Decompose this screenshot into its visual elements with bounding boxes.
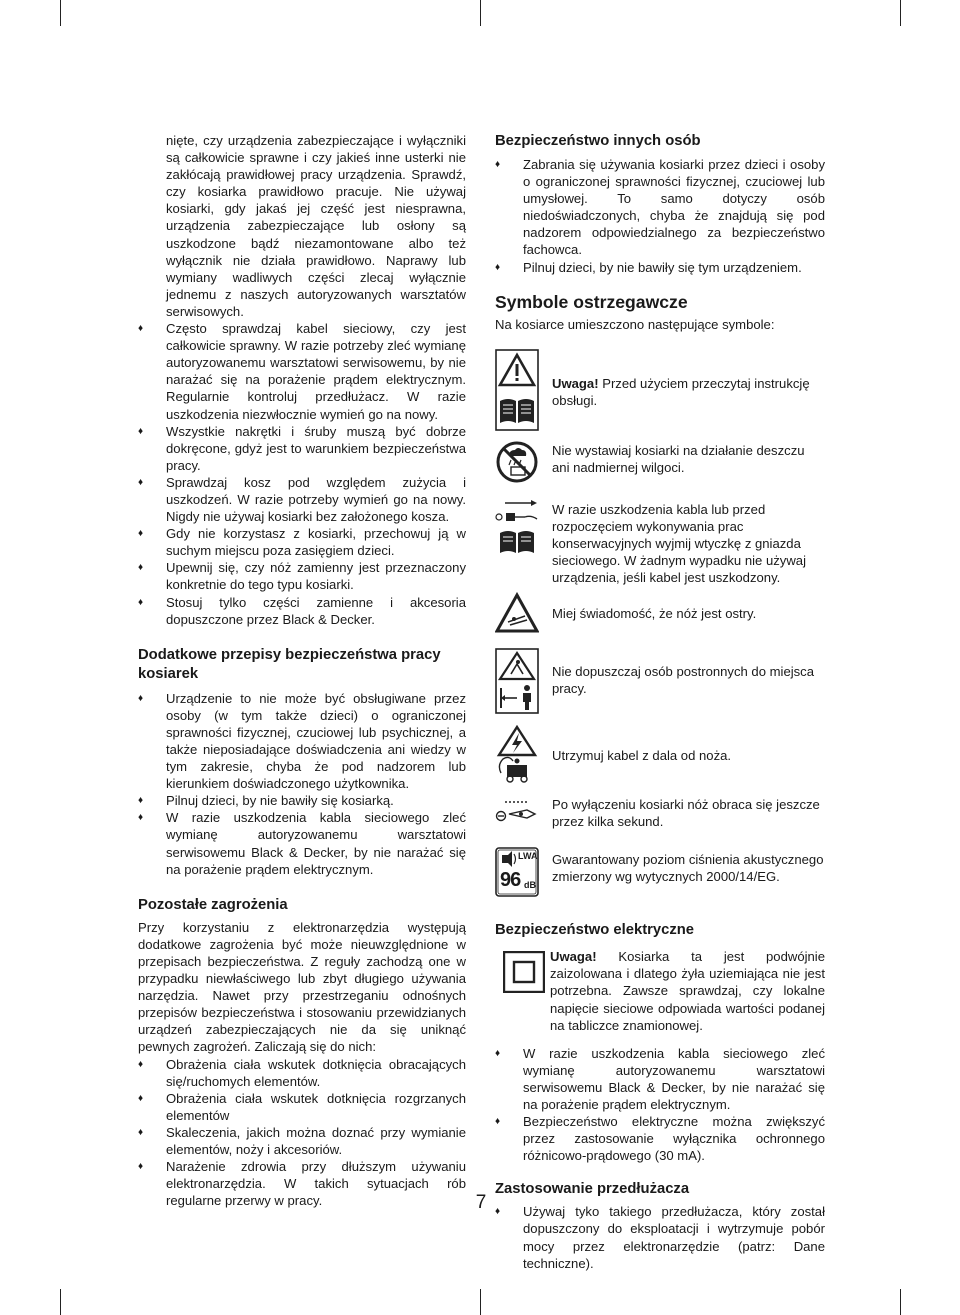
symbol-row-unplug: [495, 497, 825, 586]
crop-mark: [480, 1289, 481, 1315]
symbol-row-cable-away: [495, 725, 825, 790]
double-insulation-text: Uwaga! Kosiarka ta jest podwójnie zaizolowana i dlatego żyła uziemiająca nie jest potrzebna. Zawsze sprawdzaj, czy lokalne napięcie sieciowe odpowiada wartości podanej na tabliczce znamionowej.: [550, 949, 825, 1033]
symbol-text-read-manual: Uwaga! Przed użyciem przeczytaj instrukcję obsługi.: [552, 375, 810, 408]
list-item: ♦ Urządzenie to nie może być obsługiwane przez osoby (w tym także dzieci) o ograniczonej sprawności fizycznej, czuciowej lub psychicznej, a także nieposiadające doświadczenia ani wiedzy w tym zakresie, chyba że pod nadzorem lub kierunkiem doświadczonego użytkownika.: [138, 690, 466, 792]
electrical-safety-bullet-list: [495, 1045, 825, 1165]
residual-risks-paragraph: Przy korzystaniu z elektronarzędzia występują dodatkowe zagrożenia być może nieuwzględnione w przepisach bezpieczeństwa. Z reguły zachodzą one w przypadku niewłaściwego lub zbyt długiego używania narzędzia. Nawet przy przestrzeganiu odnośnych przepisów bezpieczeństwa i stosowaniu przewidzianych urządzeń zabezpieczających nie da się uniknąć pewnych zagrożeń. Zaliczają się do nich:: [138, 919, 466, 1055]
list-item: ♦ Stosuj tylko części zamienne i akcesoria dopuszczone przez Black & Decker.: [138, 594, 466, 627]
section-heading-residual-risks: Pozostałe zagrożenia: [138, 896, 288, 913]
diamond-bullet-icon: ♦: [138, 1092, 144, 1104]
list-item: ♦ Sprawdzaj kosz pod względem zużycia i uszkodzeń. W razie potrzeby wymień go na nowy. Nigdy nie używaj kosiarki bez założonego kosza.: [138, 474, 466, 525]
sharp-blade-icon: [495, 592, 539, 639]
no-rain-icon: [495, 440, 539, 489]
double-insulation-icon: [495, 948, 545, 998]
left-column: [138, 132, 466, 1209]
diamond-bullet-icon: ♦: [495, 1206, 501, 1218]
noise-level-badge: [495, 847, 539, 897]
list-item: ♦ Obrażenia ciała wskutek dotknięcia obracających się/ruchomych elementów.: [138, 1056, 466, 1089]
diamond-bullet-icon: ♦: [495, 1116, 501, 1128]
crop-mark: [60, 0, 61, 26]
lwa-unit: dB: [524, 880, 536, 891]
list-item: ♦ Bezpieczeństwo elektryczne można zwiększyć przez zastosowanie wyłącznika ochronnego różnicowo-prądowego (30 mA).: [495, 1114, 825, 1164]
section-heading-electrical-safety: Bezpieczeństwo elektryczne: [495, 922, 695, 939]
symbol-text-cable-away: Utrzymuj kabel z dala od noża.: [552, 748, 732, 764]
diamond-bullet-icon: ♦: [138, 425, 144, 437]
right-column: [495, 132, 825, 1272]
double-insulation-row: [495, 948, 825, 1033]
symbol-text-bystanders: Nie dopuszczaj osób postronnych do miejsca pracy.: [552, 664, 815, 697]
symbol-text-sharp-blade: Miej świadomość, że nóż jest ostry.: [552, 606, 757, 622]
cable-away-from-blade-icon: [495, 725, 539, 790]
diamond-bullet-icon: ♦: [495, 1047, 501, 1059]
crop-mark: [480, 0, 481, 26]
list-item: ♦ Wszystkie nakrętki i śruby muszą być dobrze dokręcone, gdyż jest to warunkiem bezpieczeństwa pracy.: [138, 423, 466, 473]
diamond-bullet-icon: ♦: [138, 596, 144, 608]
diamond-bullet-icon: ♦: [138, 812, 144, 824]
list-item: ♦ Obrażenia ciała wskutek dotknięcia rozgrzanych elementów: [138, 1090, 466, 1123]
list-item: ♦ W razie uszkodzenia kabla sieciowego zleć wymianę autoryzowanemu warsztatowi serwisowemu Black & Decker, by nie narażać się na porażenie prądem elektrycznym.: [138, 810, 466, 877]
diamond-bullet-icon: ♦: [138, 476, 144, 488]
diamond-bullet-icon: ♦: [138, 323, 144, 335]
extension-cord-bullet-list: [495, 1203, 825, 1271]
maintenance-bullet-list: [138, 320, 466, 628]
list-item: ♦ Upewnij się, czy nóż zamienny jest przeznaczony konkretnie do tego typu kosiarki.: [138, 560, 466, 593]
list-item: ♦ Zabrania się używania kosiarki przez dzieci i osoby o ograniczonej sprawności fizycznej, czuciowej lub umysłowej. To samo dotyczy osób niedoświadczonych, chyba że znajdują się pod nadzorem odpowiedzialnego za bezpieczeństwo fachowca.: [495, 157, 825, 258]
diamond-bullet-icon: ♦: [138, 562, 144, 574]
diamond-bullet-icon: ♦: [138, 1058, 144, 1070]
symbol-text-noise-level: Gwarantowany poziom ciśnienia akustycznego zmierzony wg wytycznych 2000/14/EG.: [552, 852, 824, 885]
symbol-text-blade-rotates: Po wyłączeniu kosiarki nóż obraca się jeszcze przez kilka sekund.: [552, 797, 820, 830]
intro-paragraph: nięte, czy urządzenia zabezpieczające i wyłączniki są całkowicie sprawne i czy jakieś inne usterki nie zakłócają prawidłowej pracy urządzenia. Sprawdź, czy kosiarka prawidłowo pracuje. Nie używaj kosiarki, gdy jakaś jej część jest niesprawna, urządzenia zabezpieczające lub osłony są uszkodzone bądź niezamontowane albo też wyłącznik nie działa prawidłowo. Naprawy lub wymiany wadliwych części zlecaj wyłącznie jednemu z naszych autoryzowanych warsztatów serwisowych.: [166, 133, 466, 319]
symbol-text-no-rain: Nie wystawiaj kosiarki na działanie deszczu ani nadmiernej wilgoci.: [552, 442, 805, 475]
residual-risks-bullet-list: [138, 1056, 466, 1210]
symbol-row-sharp-blade: [495, 592, 825, 639]
diamond-bullet-icon: ♦: [138, 692, 144, 704]
diamond-bullet-icon: ♦: [138, 795, 144, 807]
symbol-row-bystanders: [495, 648, 825, 719]
list-item: ♦ Narażenie zdrowia przy dłuższym używaniu elektronarzędzia. W takich sytuacjach rób regularne przerwy w pracy.: [138, 1159, 466, 1209]
list-item: ♦ W razie uszkodzenia kabla sieciowego zleć wymianę autoryzowanemu warsztatowi serwisowemu Black & Decker, by nie narażać się na porażenie prądem elektrycznym.: [495, 1045, 825, 1112]
keep-bystanders-away-icon: [495, 648, 539, 719]
list-item: ♦ Używaj tyko takiego przedłużacza, który został dopuszczony do eksploatacji i wytrzymuje pobór mocy przez elektronarzędzie (patrz: Dane techniczne).: [495, 1204, 825, 1271]
lwa-label: LWA: [518, 851, 538, 862]
others-safety-bullet-list: [495, 156, 825, 276]
crop-mark: [900, 1289, 901, 1315]
symbol-row-no-rain: [495, 440, 825, 489]
list-item: ♦ Często sprawdzaj kabel sieciowy, czy jest całkowicie sprawny. W razie potrzeby zleć wymianę autoryzowanemu warsztatowi serwisowemu, by nie narażać się na porażenie prądem elektrycznym. Regularnie kontroluj przedłużacz. W razie uszkodzenia niezwłocznie wymień go na nowy.: [138, 321, 466, 422]
diamond-bullet-icon: ♦: [495, 159, 501, 170]
diamond-bullet-icon: ♦: [495, 261, 501, 273]
list-item: ♦ Gdy nie korzystasz z kosiarki, przechowuj ją w suchym miejscu poza zasięgiem dzieci.: [138, 526, 466, 559]
unplug-icon: [495, 497, 539, 562]
additional-rules-bullet-list: [138, 690, 466, 878]
symbol-row-blade-rotates: [495, 798, 825, 833]
list-item: ♦ Pilnuj dzieci, by nie bawiły się kosiarką.: [138, 793, 394, 809]
section-heading-warning-symbols: Symbole ostrzegawcze: [495, 291, 688, 312]
section-heading-additional-rules: Dodatkowe przepisy bezpieczeństwa pracy kosiarek: [138, 646, 441, 682]
list-item: ♦ Skaleczenia, jakich można doznać przy wymianie elementów, noży i akcesoriów.: [138, 1124, 466, 1157]
crop-mark: [60, 1289, 61, 1315]
section-heading-others-safety: Bezpieczeństwo innych osób: [495, 133, 701, 149]
diamond-bullet-icon: ♦: [138, 1161, 144, 1173]
list-item: ♦ Pilnuj dzieci, by nie bawiły się tym urządzeniem.: [495, 259, 802, 275]
lwa-value: 96: [500, 869, 521, 892]
diamond-bullet-icon: ♦: [138, 528, 144, 540]
section-heading-extension-cord: Zastosowanie przedłużacza: [495, 1181, 690, 1198]
symbol-row-read-manual: [495, 349, 825, 436]
symbol-text-unplug: W razie uszkodzenia kabla lub przed rozpoczęciem wykonywania prac konserwacyjnych wyjmij wtyczkę z gniazda sieciowego. W żadnym wypadku nie używaj urządzenia, jeśli kabel jest uszkodzony.: [552, 501, 806, 586]
crop-mark: [900, 0, 901, 26]
symbol-row-noise-level: [495, 847, 825, 897]
page-number: 7: [475, 1192, 487, 1213]
warning-symbols-intro: Na kosiarce umieszczono następujące symbole:: [495, 316, 775, 332]
diamond-bullet-icon: ♦: [138, 1126, 144, 1138]
blade-rotation-icon: [495, 798, 539, 833]
read-manual-icon: [495, 349, 539, 436]
